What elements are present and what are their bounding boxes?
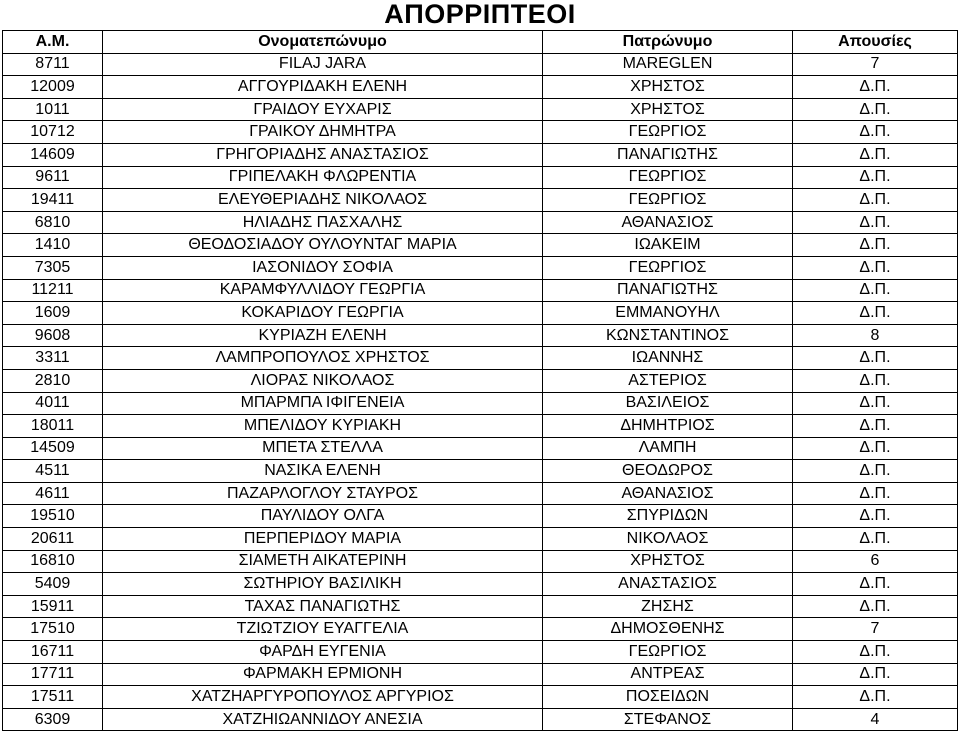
cell-full-name: ΤΑΧΑΣ ΠΑΝΑΓΙΩΤΗΣ [103,595,543,618]
cell-father-name: ΓΕΩΡΓΙΟΣ [543,166,793,189]
table-row [3,76,958,99]
cell-full-name: ΙΑΣΟΝΙΔΟΥ ΣΟΦΙΑ [103,256,543,279]
table-row [3,595,958,618]
cell-full-name: ΚΥΡΙΑΖΗ ΕΛΕΝΗ [103,324,543,347]
cell-full-name: ΕΛΕΥΘΕΡΙΑΔΗΣ ΝΙΚΟΛΑΟΣ [103,189,543,212]
cell-full-name: ΜΠΑΡΜΠΑ ΙΦΙΓΕΝΕΙΑ [103,392,543,415]
cell-father-name: ΧΡΗΣΤΟΣ [543,98,793,121]
table-header-row [3,31,958,54]
cell-father-name: ΣΤΕΦΑΝΟΣ [543,708,793,731]
cell-student-id: 9611 [3,166,103,189]
cell-student-id: 4511 [3,460,103,483]
cell-father-name: ΛΑΜΠΗ [543,437,793,460]
cell-absences: 6 [793,550,958,573]
table-row [3,437,958,460]
table-row [3,482,958,505]
table-row [3,279,958,302]
cell-absences: Δ.Π. [793,573,958,596]
cell-father-name: ΖΗΣΗΣ [543,595,793,618]
cell-absences: 4 [793,708,958,731]
header-father-name: Πατρώνυμο [543,31,793,54]
cell-father-name: ΚΩΝΣΤΑΝΤΙΝΟΣ [543,324,793,347]
cell-father-name: ΑΝΤΡΕΑΣ [543,663,793,686]
cell-father-name: ΓΕΩΡΓΙΟΣ [543,256,793,279]
cell-father-name: ΘΕΟΔΩΡΟΣ [543,460,793,483]
cell-absences: Δ.Π. [793,166,958,189]
cell-full-name: ΧΑΤΖΗΑΡΓΥΡΟΠΟΥΛΟΣ ΑΡΓΥΡΙΟΣ [103,686,543,709]
cell-absences: Δ.Π. [793,482,958,505]
cell-absences: Δ.Π. [793,392,958,415]
cell-student-id: 16810 [3,550,103,573]
cell-student-id: 15911 [3,595,103,618]
cell-absences: Δ.Π. [793,528,958,551]
table-row [3,143,958,166]
table-row [3,256,958,279]
cell-student-id: 9608 [3,324,103,347]
table-row [3,708,958,731]
cell-full-name: ΠΑΖΑΡΛΟΓΛΟΥ ΣΤΑΥΡΟΣ [103,482,543,505]
cell-father-name: ΑΣΤΕΡΙΟΣ [543,369,793,392]
table-row [3,166,958,189]
cell-student-id: 4011 [3,392,103,415]
cell-student-id: 1609 [3,302,103,325]
table-row [3,415,958,438]
header-full-name: Ονοματεπώνυμο [103,31,543,54]
header-absences: Απουσίες [793,31,958,54]
cell-father-name: ΙΩΑΝΝΗΣ [543,347,793,370]
cell-full-name: ΛΙΟΡΑΣ ΝΙΚΟΛΑΟΣ [103,369,543,392]
cell-father-name: ΓΕΩΡΓΙΟΣ [543,189,793,212]
cell-student-id: 19411 [3,189,103,212]
cell-absences: Δ.Π. [793,302,958,325]
cell-student-id: 12009 [3,76,103,99]
cell-student-id: 2810 [3,369,103,392]
cell-full-name: ΛΑΜΠΡΟΠΟΥΛΟΣ ΧΡΗΣΤΟΣ [103,347,543,370]
cell-student-id: 1011 [3,98,103,121]
table-row [3,392,958,415]
cell-absences: Δ.Π. [793,437,958,460]
cell-full-name: ΤΖΙΩΤΖΙΟΥ ΕΥΑΓΓΕΛΙΑ [103,618,543,641]
table-row [3,618,958,641]
cell-student-id: 20611 [3,528,103,551]
table-row [3,302,958,325]
cell-absences: Δ.Π. [793,460,958,483]
table-row [3,663,958,686]
cell-student-id: 18011 [3,415,103,438]
cell-full-name: ΓΡΙΠΕΛΑΚΗ ΦΛΩΡΕΝΤΙΑ [103,166,543,189]
cell-student-id: 6309 [3,708,103,731]
cell-absences: Δ.Π. [793,211,958,234]
cell-full-name: ΑΓΓΟΥΡΙΔΑΚΗ ΕΛΕΝΗ [103,76,543,99]
cell-absences: Δ.Π. [793,234,958,257]
cell-full-name: ΧΑΤΖΗΙΩΑΝΝΙΔΟΥ ΑΝΕΣΙΑ [103,708,543,731]
cell-student-id: 19510 [3,505,103,528]
cell-full-name: ΓΡΗΓΟΡΙΑΔΗΣ ΑΝΑΣΤΑΣΙΟΣ [103,143,543,166]
cell-father-name: ΝΙΚΟΛΑΟΣ [543,528,793,551]
cell-student-id: 14609 [3,143,103,166]
cell-full-name: ΝΑΣΙΚΑ ΕΛΕΝΗ [103,460,543,483]
cell-student-id: 7305 [3,256,103,279]
cell-absences: Δ.Π. [793,76,958,99]
cell-father-name: ΔΗΜΗΤΡΙΟΣ [543,415,793,438]
cell-absences: 7 [793,618,958,641]
cell-father-name: ΠΟΣΕΙΔΩΝ [543,686,793,709]
cell-full-name: ΣΩΤΗΡΙΟΥ ΒΑΣΙΛΙΚΗ [103,573,543,596]
table-row [3,460,958,483]
cell-father-name: ΧΡΗΣΤΟΣ [543,76,793,99]
cell-absences: 8 [793,324,958,347]
cell-student-id: 3311 [3,347,103,370]
cell-full-name: ΘΕΟΔΟΣΙΑΔΟΥ ΟΥΛΟΥΝΤΑΓ ΜΑΡΙΑ [103,234,543,257]
table-row [3,53,958,76]
cell-full-name: ΦΑΡΔΗ ΕΥΓΕΝΙΑ [103,641,543,664]
cell-father-name: ΣΠΥΡΙΔΩΝ [543,505,793,528]
cell-full-name: ΚΑΡΑΜΦΥΛΛΙΔΟΥ ΓΕΩΡΓΙΑ [103,279,543,302]
cell-father-name: ΑΘΑΝΑΣΙΟΣ [543,482,793,505]
cell-student-id: 6810 [3,211,103,234]
cell-full-name: ΦΑΡΜΑΚΗ ΕΡΜΙΟΝΗ [103,663,543,686]
cell-full-name: ΓΡΑΙΔΟΥ ΕΥΧΑΡΙΣ [103,98,543,121]
cell-absences: Δ.Π. [793,279,958,302]
cell-student-id: 17511 [3,686,103,709]
cell-full-name: ΠΑΥΛΙΔΟΥ ΟΛΓΑ [103,505,543,528]
cell-student-id: 14509 [3,437,103,460]
cell-absences: Δ.Π. [793,415,958,438]
table-row [3,686,958,709]
cell-father-name: ΠΑΝΑΓΙΩΤΗΣ [543,143,793,166]
header-student-id: Α.Μ. [3,31,103,54]
table-row [3,369,958,392]
table-row [3,189,958,212]
table-row [3,528,958,551]
cell-father-name: ΙΩΑΚΕΙΜ [543,234,793,257]
cell-student-id: 11211 [3,279,103,302]
cell-absences: Δ.Π. [793,189,958,212]
table-row [3,505,958,528]
cell-father-name: ΠΑΝΑΓΙΩΤΗΣ [543,279,793,302]
cell-student-id: 16711 [3,641,103,664]
cell-full-name: ΚΟΚΑΡΙΔΟΥ ΓΕΩΡΓΙΑ [103,302,543,325]
cell-absences: Δ.Π. [793,256,958,279]
cell-full-name: ΜΠΕΤΑ ΣΤΕΛΛΑ [103,437,543,460]
table-row [3,98,958,121]
cell-absences: Δ.Π. [793,686,958,709]
cell-father-name: ΕΜΜΑΝΟΥΗΛ [543,302,793,325]
cell-full-name: ΠΕΡΠΕΡΙΔΟΥ ΜΑΡΙΑ [103,528,543,551]
table-body [3,53,958,731]
cell-father-name: ΓΕΩΡΓΙΟΣ [543,641,793,664]
cell-absences: Δ.Π. [793,595,958,618]
cell-absences: Δ.Π. [793,347,958,370]
cell-absences: Δ.Π. [793,98,958,121]
table-row [3,550,958,573]
table-row [3,347,958,370]
cell-father-name: ΔΗΜΟΣΘΕΝΗΣ [543,618,793,641]
cell-absences: Δ.Π. [793,121,958,144]
rejected-students-table [2,30,958,731]
table-row [3,121,958,144]
cell-full-name: ΓΡΑΙΚΟΥ ΔΗΜΗΤΡΑ [103,121,543,144]
cell-full-name: FILAJ JARA [103,53,543,76]
cell-absences: Δ.Π. [793,663,958,686]
cell-student-id: 17510 [3,618,103,641]
cell-student-id: 1410 [3,234,103,257]
cell-father-name: ΧΡΗΣΤΟΣ [543,550,793,573]
cell-absences: Δ.Π. [793,143,958,166]
cell-father-name: ΑΘΑΝΑΣΙΟΣ [543,211,793,234]
table-row [3,573,958,596]
cell-full-name: ΗΛΙΑΔΗΣ ΠΑΣΧΑΛΗΣ [103,211,543,234]
cell-student-id: 8711 [3,53,103,76]
cell-absences: 7 [793,53,958,76]
cell-full-name: ΣΙΑΜΕΤΗ ΑΙΚΑΤΕΡΙΝΗ [103,550,543,573]
table-row [3,234,958,257]
cell-father-name: ΒΑΣΙΛΕΙΟΣ [543,392,793,415]
cell-student-id: 10712 [3,121,103,144]
table-row [3,324,958,347]
cell-father-name: ΓΕΩΡΓΙΟΣ [543,121,793,144]
page-title: ΑΠΟΡΡΙΠΤΕΟΙ [384,0,576,29]
cell-absences: Δ.Π. [793,369,958,392]
table-row [3,211,958,234]
cell-absences: Δ.Π. [793,505,958,528]
cell-absences: Δ.Π. [793,641,958,664]
cell-father-name: ΑΝΑΣΤΑΣΙΟΣ [543,573,793,596]
cell-student-id: 5409 [3,573,103,596]
cell-student-id: 4611 [3,482,103,505]
table-row [3,641,958,664]
cell-full-name: ΜΠΕΛΙΔΟΥ ΚΥΡΙΑΚΗ [103,415,543,438]
cell-father-name: MAREGLEN [543,53,793,76]
cell-student-id: 17711 [3,663,103,686]
